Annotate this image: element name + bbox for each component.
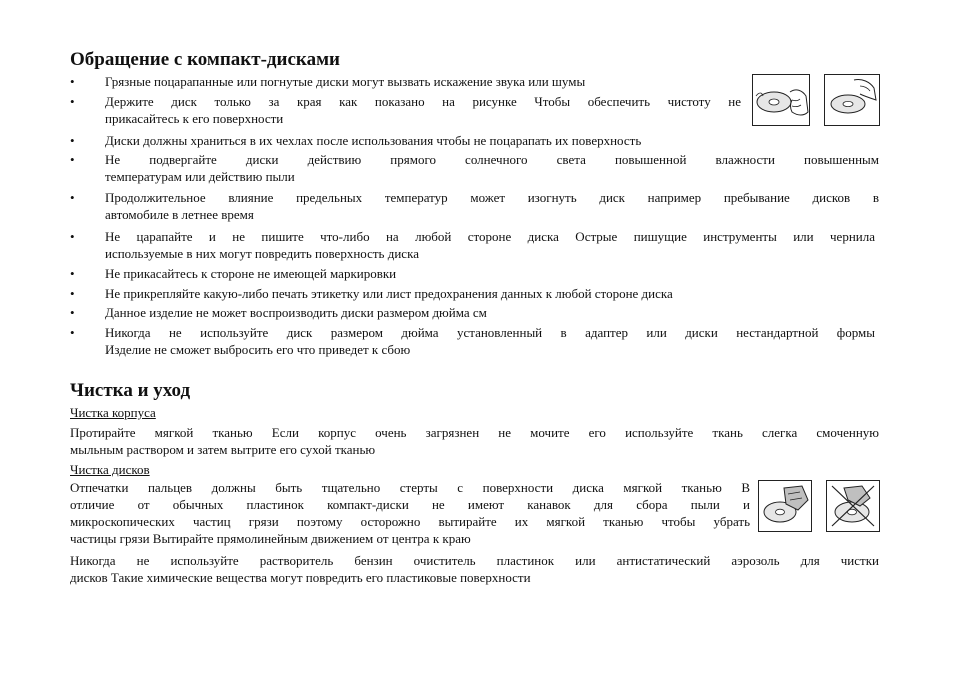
subheading-disc-cleaning: Чистка дисков — [70, 462, 150, 477]
bullet-8: • — [70, 286, 75, 301]
list-item: Никогда не используйте диск размером дюйма установленный в адаптер или диски нестандартной формы Изделие не сможет выбросить его что приведет к сбою — [105, 325, 875, 357]
bullet-1: • — [70, 74, 75, 89]
list-item: Диски должны храниться в их чехлах после использования чтобы не поцарапать их поверхность — [105, 133, 642, 148]
bullet-9: • — [70, 305, 75, 320]
disc-case-illustration — [824, 74, 880, 126]
hand-holding-disc-icon — [752, 74, 810, 126]
section-title-cleaning-care: Чистка и уход — [70, 380, 191, 401]
list-item: Данное изделие не может воспроизводить диски размером дюйма см — [105, 305, 487, 320]
list-item: Не царапайте и не пишите что-либо на любой стороне диска Острые пишущие инструменты или чернила используемые в них могут повредить поверхность диска — [105, 229, 875, 261]
bullet-5: • — [70, 190, 75, 205]
list-item: Продолжительное влияние предельных температур может изогнуть диск например пребывание дисков в автомобиле в летнее время — [105, 190, 879, 222]
bullet-2: • — [70, 94, 75, 109]
solvent-warning-paragraph: Никогда не используйте растворитель бензин очиститель пластинок или антистатический аэрозоль для чистки дисков Такие химические вещества могут повредить его пластиковые поверхности — [70, 553, 879, 585]
list-item: Грязные поцарапанные или погнутые диски могут вызвать искажение звука или шумы — [105, 74, 586, 89]
bullet-10: • — [70, 325, 75, 340]
cloth-wiping-disc-icon — [758, 480, 812, 532]
bullet-4: • — [70, 152, 75, 167]
disc-wiping-illustration — [758, 480, 812, 532]
disc-holding-illustration — [752, 74, 810, 126]
disc-wiping-wrong-illustration — [826, 480, 880, 532]
bullet-3: • — [70, 133, 75, 148]
bullet-7: • — [70, 266, 75, 281]
disc-in-hand-icon — [824, 74, 880, 126]
list-item: Не подвергайте диски действию прямого солнечного света повышенной влажности повышенным температурам или действию пыли — [105, 152, 879, 184]
body-cleaning-paragraph: Протирайте мягкой тканью Если корпус очень загрязнен не мочите его используйте ткань слегка смоченную мыльным раствором и затем вытрите его сухой тканью — [70, 425, 879, 457]
list-item: Держите диск только за края как показано на рисунке Чтобы обеспечить чистоту не прикасайтесь к его поверхности — [105, 94, 741, 126]
list-item: Не прикрепляйте какую-либо печать этикетку или лист предохранения данных к любой стороне диска — [105, 286, 673, 301]
cloth-circular-wipe-crossed-icon — [826, 480, 880, 532]
list-item: Не прикасайтесь к стороне не имеющей маркировки — [105, 266, 397, 281]
disc-cleaning-paragraph: Отпечатки пальцев должны быть тщательно стерты с поверхности диска мягкой тканью В отличие от обычных пластинок компакт-диски не имеют канавок для сбора пыли и микроскопических частиц грязи поэтому осторожно вытирайте их мягкой тканью чтобы убрать частицы грязи Вытирайте прямолинейным движением от центра к краю — [70, 480, 750, 546]
section-title-disc-handling: Обращение с компакт-дисками — [70, 49, 340, 70]
bullet-6: • — [70, 229, 75, 244]
subheading-body-cleaning: Чистка корпуса — [70, 405, 156, 420]
